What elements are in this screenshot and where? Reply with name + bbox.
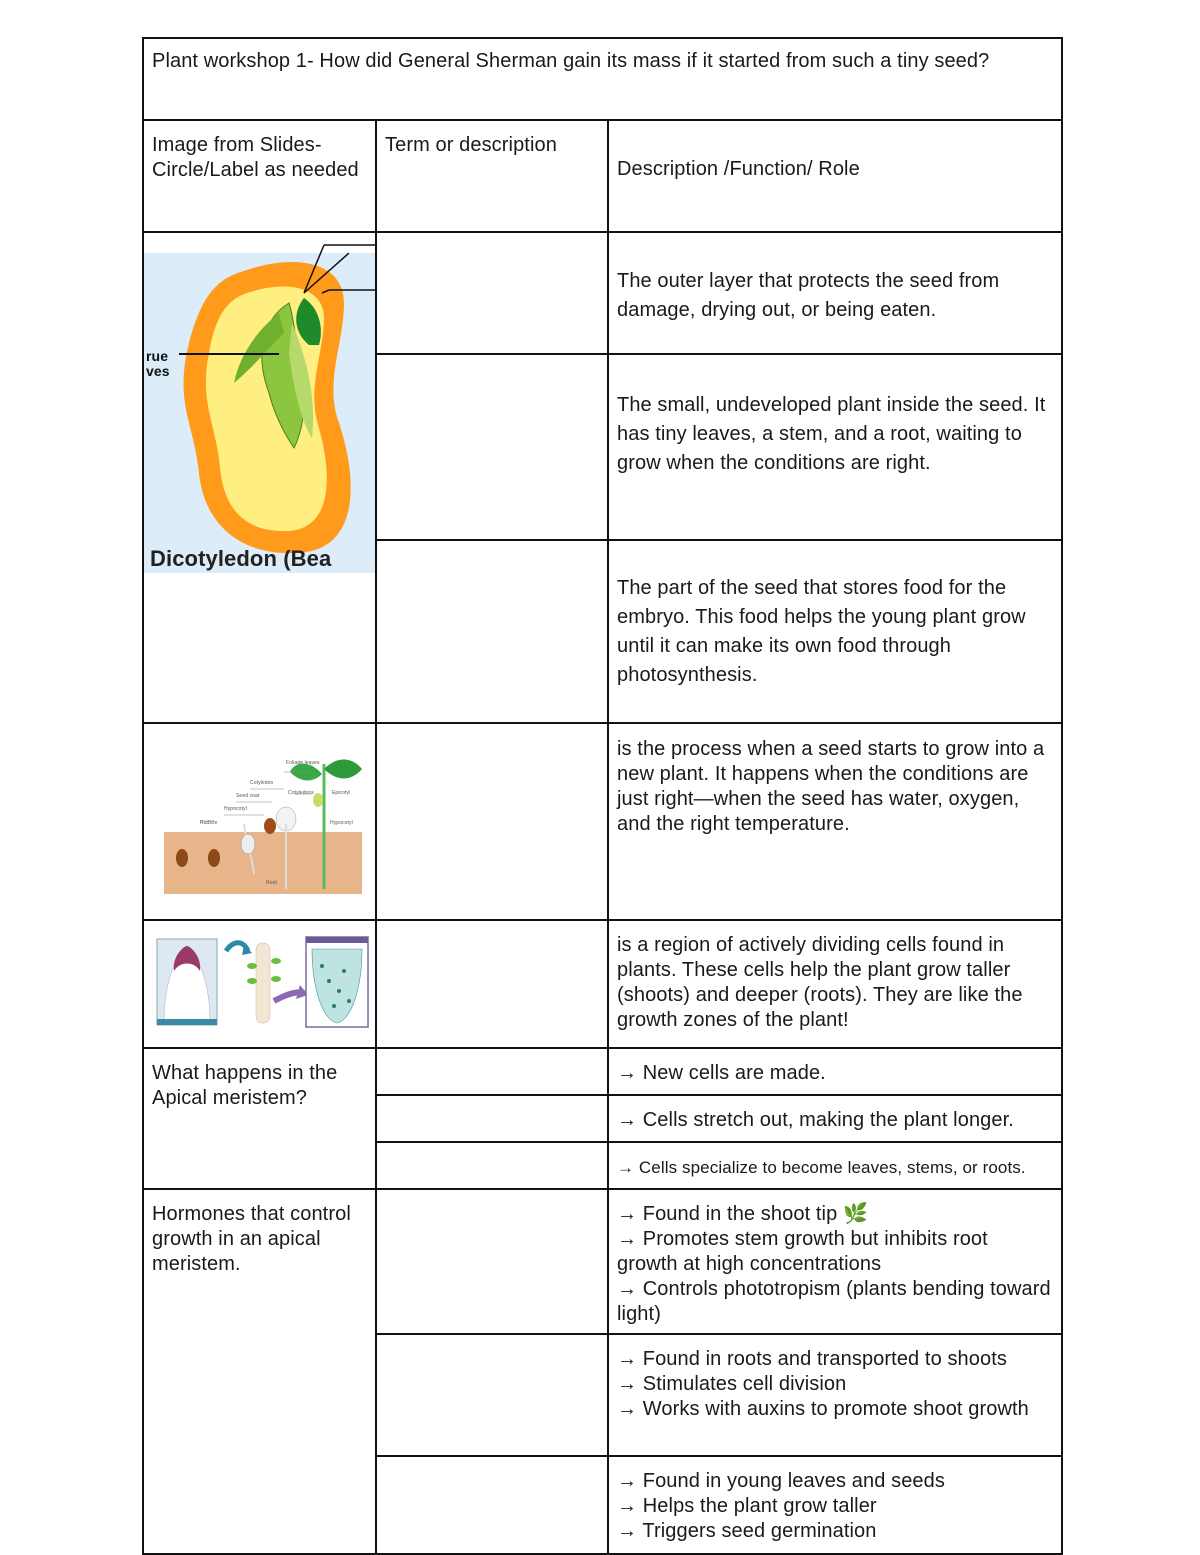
desc-cytokinin-line-2: → Stimulates cell division — [617, 1373, 847, 1395]
hormones-question-text: Hormones that control growth in an apical meristem. — [152, 1203, 351, 1275]
germination-label-cotyledons: Cotyledons — [288, 790, 315, 796]
apical-question-text: What happens in the Apical meristem? — [152, 1062, 338, 1109]
desc-auxin-line-2: → Promotes stem growth but inhibits root growth at high concentrations — [617, 1228, 988, 1275]
desc-gibberellin — [608, 1456, 1062, 1554]
header-term — [376, 120, 608, 232]
desc-apical-3 — [608, 1142, 1062, 1189]
term-seed-coat[interactable] — [376, 232, 608, 354]
header-image-label: Image from Slides- Circle/Label as needed — [152, 134, 359, 181]
desc-apical-2 — [608, 1095, 1062, 1142]
germination-label-seedcoat: Seed coat — [236, 793, 260, 799]
desc-seed-coat — [608, 232, 1062, 354]
desc-embryo — [608, 354, 1062, 540]
desc-apical-2-text: → Cells stretch out, making the plant longer. — [617, 1109, 1014, 1131]
desc-gibberellin-line-2: → Helps the plant grow taller — [617, 1495, 877, 1517]
term-meristem[interactable] — [376, 920, 608, 1048]
desc-apical-3-text: → Cells specialize to become leaves, stems, or roots. — [617, 1158, 1026, 1177]
germination-label-hypocotyl-a: Hypocotyl — [224, 806, 247, 812]
seed-label-1: rue — [146, 348, 169, 364]
desc-gibberellin-line-1: → Found in young leaves and seeds — [617, 1470, 945, 1492]
header-description — [608, 120, 1062, 232]
seed-diagram-cell — [143, 232, 376, 723]
desc-germination-text: is the process when a seed starts to grow into a new plant. It happens when the conditions are just right—when the seed has water, oxygen, and the right temperature. — [617, 738, 1045, 835]
desc-auxin — [608, 1189, 1062, 1334]
desc-seed-coat-text: The outer layer that protects the seed from damage, drying out, or being eaten. — [617, 270, 1000, 321]
germination-label-hypocotyl-b: Hypocotyl — [330, 820, 353, 826]
germination-label-root: Root — [266, 880, 277, 886]
desc-cotyledon-text: The part of the seed that stores food for the embryo. This food helps the young plant grow until it can make its own food through photosynthesis. — [617, 577, 1026, 687]
term-embryo[interactable] — [376, 354, 608, 540]
germination-label-radicle: Radicle — [200, 820, 218, 826]
header-description-label: Description /Function/ Role — [617, 158, 860, 180]
worksheet-title — [143, 38, 1062, 120]
desc-cytokinin — [608, 1334, 1062, 1456]
desc-cytokinin-line-3: → Works with auxins to promote shoot growth — [617, 1398, 1029, 1420]
header-term-label: Term or description — [385, 134, 557, 156]
desc-meristem-text: is a region of actively dividing cells found in plants. These cells help the plant grow taller (shoots) and deeper (roots). They are like the growth zones of the plant! — [617, 934, 1023, 1031]
desc-embryo-text: The small, undeveloped plant inside the seed. It has tiny leaves, a stem, and a root, waiting to grow when the conditions are right. — [617, 394, 1046, 475]
germination-label-cotyledon: Cotyledon — [250, 780, 274, 786]
term-auxin[interactable] — [376, 1189, 608, 1334]
hormones-question-cell — [143, 1189, 376, 1554]
term-cytokinin[interactable] — [376, 1334, 608, 1456]
term-apical-1[interactable] — [376, 1048, 608, 1095]
term-apical-2[interactable] — [376, 1095, 608, 1142]
desc-cotyledon — [608, 540, 1062, 723]
term-cotyledon[interactable] — [376, 540, 608, 723]
desc-auxin-line-3: → Controls phototropism (plants bending toward light) — [617, 1278, 1051, 1325]
term-gibberellin[interactable] — [376, 1456, 608, 1554]
seed-diagram-image — [144, 233, 375, 722]
germination-label-epicotyl: Epicotyl — [332, 790, 351, 796]
germination-label-foliage: Foliage leaves — [286, 760, 320, 766]
desc-apical-1-text: → New cells are made. — [617, 1062, 826, 1084]
germination-diagram-cell — [143, 723, 376, 920]
worksheet-title-text: Plant workshop 1- How did General Sherman gain its mass if it started from such a tiny seed? — [152, 50, 990, 72]
desc-gibberellin-line-3: → Triggers seed germination — [617, 1520, 877, 1542]
desc-cytokinin-line-1: → Found in roots and transported to shoots — [617, 1348, 1007, 1370]
term-germination[interactable] — [376, 723, 608, 920]
desc-meristem — [608, 920, 1062, 1048]
meristem-diagram-cell — [143, 920, 376, 1048]
seed-caption: Dicotyledon (Bea — [150, 546, 332, 571]
meristem-diagram-image — [144, 921, 375, 1047]
desc-auxin-line-1: → Found in the shoot tip 🌿 — [617, 1203, 868, 1225]
header-image — [143, 120, 376, 232]
worksheet-table — [142, 37, 1063, 1555]
germination-diagram-image — [144, 724, 375, 919]
desc-germination — [608, 723, 1062, 920]
term-apical-3[interactable] — [376, 1142, 608, 1189]
seed-label-2: ves — [146, 363, 170, 379]
desc-apical-1 — [608, 1048, 1062, 1095]
apical-question-cell — [143, 1048, 376, 1189]
